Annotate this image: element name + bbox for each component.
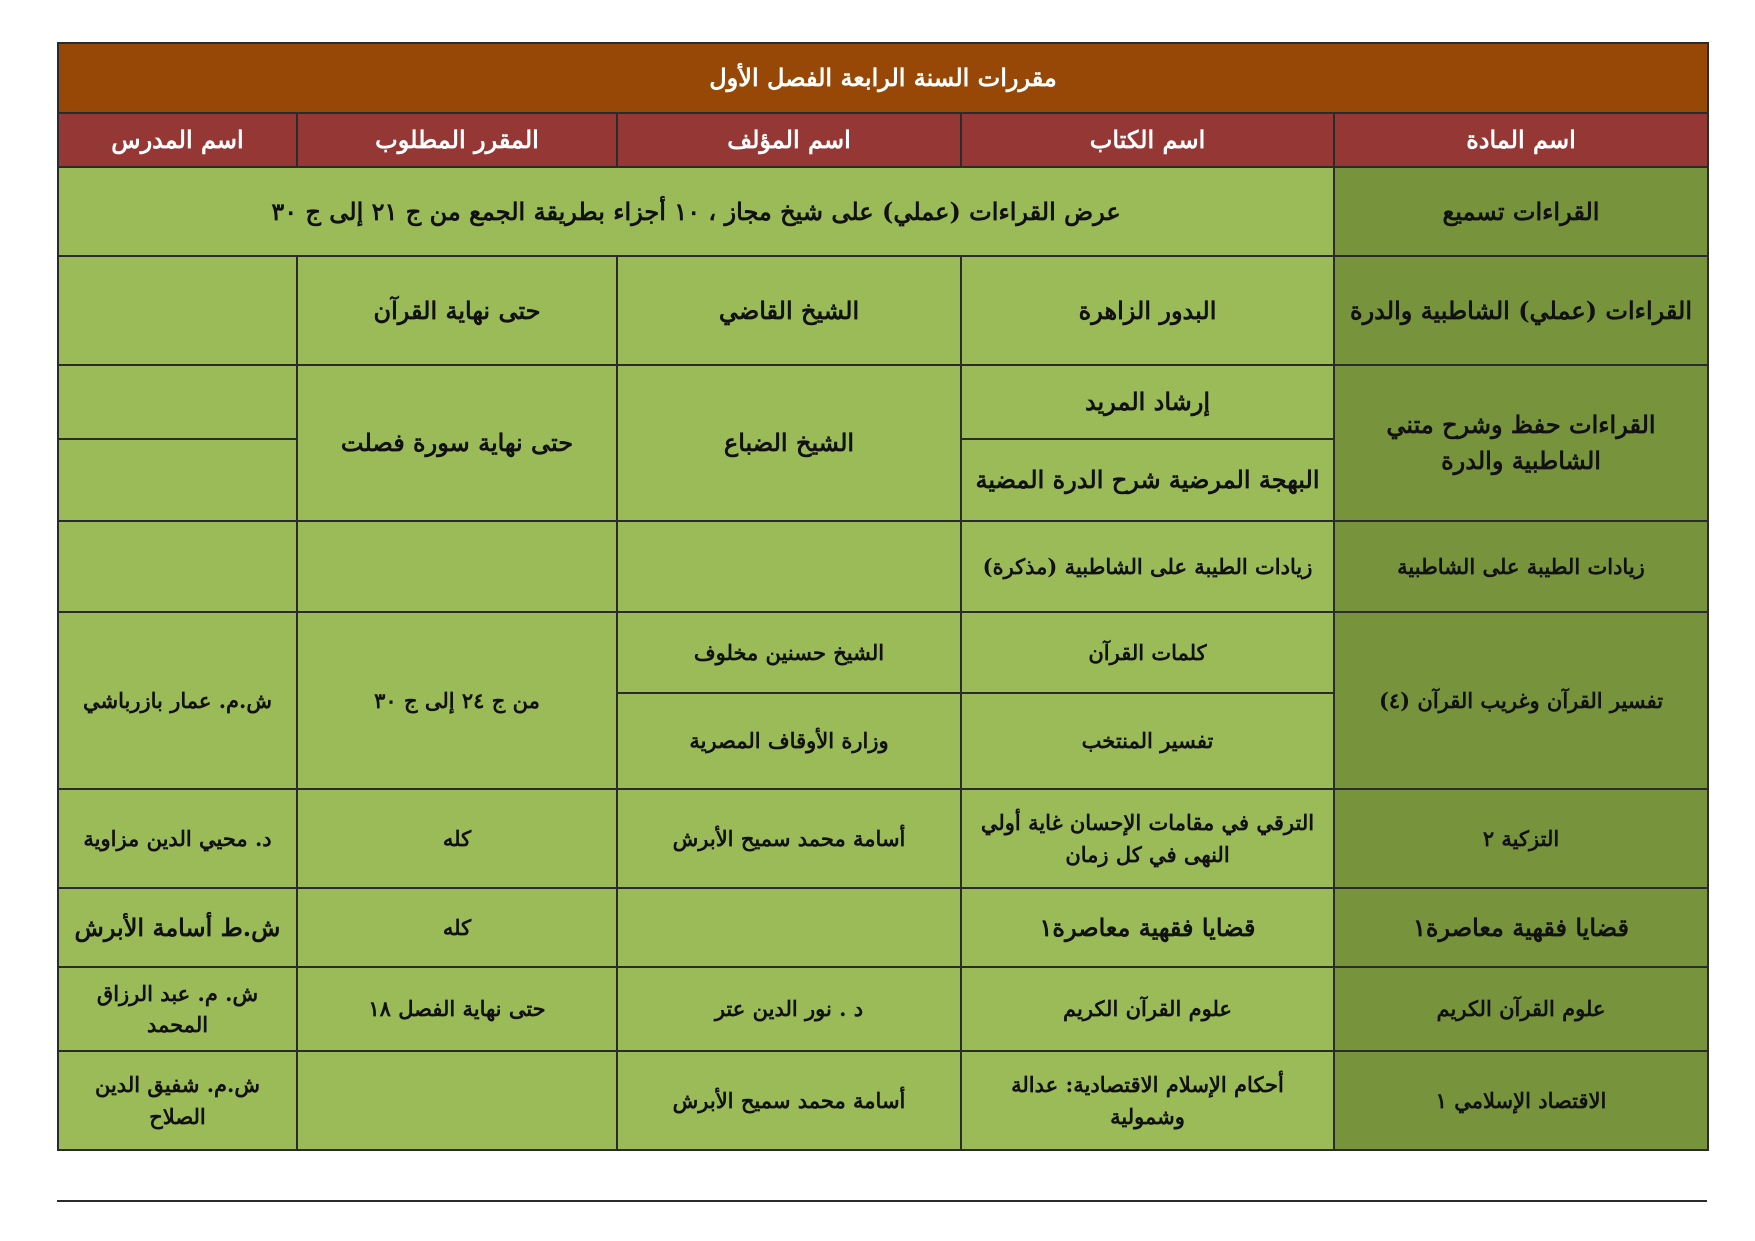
book-cell: كلمات القرآن bbox=[961, 612, 1334, 693]
book-cell: البدور الزاهرة bbox=[961, 256, 1334, 365]
book-cell: إرشاد المريد bbox=[961, 365, 1334, 439]
header-book: اسم الكتاب bbox=[961, 113, 1334, 167]
header-required: المقرر المطلوب bbox=[297, 113, 617, 167]
teacher-cell bbox=[58, 439, 297, 521]
header-subject: اسم المادة bbox=[1334, 113, 1708, 167]
required-cell: كله bbox=[297, 789, 617, 888]
table-row bbox=[58, 789, 1708, 888]
teacher-cell: ش.م. شفيق الدين الصلاح bbox=[58, 1051, 297, 1150]
title-row bbox=[58, 43, 1708, 113]
table-title: مقررات السنة الرابعة الفصل الأول bbox=[58, 43, 1708, 113]
table-row bbox=[58, 256, 1708, 365]
required-cell bbox=[297, 521, 617, 612]
table-row bbox=[58, 167, 1708, 256]
book-cell: قضايا فقهية معاصرة١ bbox=[961, 888, 1334, 967]
subject-cell: علوم القرآن الكريم bbox=[1334, 967, 1708, 1051]
author-cell: وزارة الأوقاف المصرية bbox=[617, 693, 961, 789]
table-row bbox=[58, 612, 1708, 693]
header-teacher: اسم المدرس bbox=[58, 113, 297, 167]
table-row bbox=[58, 1051, 1708, 1150]
teacher-cell: د. محيي الدين مزاوية bbox=[58, 789, 297, 888]
author-cell bbox=[617, 521, 961, 612]
subject-cell: الاقتصاد الإسلامي ١ bbox=[1334, 1051, 1708, 1150]
author-cell: الشيخ القاضي bbox=[617, 256, 961, 365]
book-cell: علوم القرآن الكريم bbox=[961, 967, 1334, 1051]
header-row bbox=[58, 113, 1708, 167]
teacher-cell: ش. م. عبد الرزاق المحمد bbox=[58, 967, 297, 1051]
author-cell: أسامة محمد سميح الأبرش bbox=[617, 1051, 961, 1150]
author-cell: الشيخ الضباع bbox=[617, 365, 961, 521]
author-cell: د . نور الدين عتر bbox=[617, 967, 961, 1051]
curriculum-table bbox=[57, 42, 1709, 1151]
required-cell: حتى نهاية القرآن bbox=[297, 256, 617, 365]
table-row bbox=[58, 521, 1708, 612]
subject-cell: القراءات تسميع bbox=[1334, 167, 1708, 256]
book-cell: زيادات الطيبة على الشاطبية (مذكرة) bbox=[961, 521, 1334, 612]
teacher-cell bbox=[58, 256, 297, 365]
book-cell: الترقي في مقامات الإحسان غاية أولي النهى في كل زمان bbox=[961, 789, 1334, 888]
table-row bbox=[58, 888, 1708, 967]
header-author: اسم المؤلف bbox=[617, 113, 961, 167]
book-cell: أحكام الإسلام الاقتصادية: عدالة وشمولية bbox=[961, 1051, 1334, 1150]
teacher-cell bbox=[58, 521, 297, 612]
subject-cell: القراءات (عملي) الشاطبية والدرة bbox=[1334, 256, 1708, 365]
teacher-cell bbox=[58, 365, 297, 439]
required-cell: حتى نهاية الفصل ١٨ bbox=[297, 967, 617, 1051]
footer-rule bbox=[57, 1200, 1707, 1202]
required-cell: كله bbox=[297, 888, 617, 967]
required-cell: حتى نهاية سورة فصلت bbox=[297, 365, 617, 521]
subject-cell: التزكية ٢ bbox=[1334, 789, 1708, 888]
teacher-cell: ش.م. عمار بازرباشي bbox=[58, 612, 297, 789]
author-cell: أسامة محمد سميح الأبرش bbox=[617, 789, 961, 888]
subject-cell: قضايا فقهية معاصرة١ bbox=[1334, 888, 1708, 967]
subject-cell: القراءات حفظ وشرح متني الشاطبية والدرة bbox=[1334, 365, 1708, 521]
subject-cell: زيادات الطيبة على الشاطبية bbox=[1334, 521, 1708, 612]
table-row bbox=[58, 365, 1708, 439]
required-cell bbox=[297, 1051, 617, 1150]
author-cell: الشيخ حسنين مخلوف bbox=[617, 612, 961, 693]
book-cell: البهجة المرضية شرح الدرة المضية bbox=[961, 439, 1334, 521]
book-cell: تفسير المنتخب bbox=[961, 693, 1334, 789]
teacher-cell: ش.ط أسامة الأبرش bbox=[58, 888, 297, 967]
subject-cell: تفسير القرآن وغريب القرآن (٤) bbox=[1334, 612, 1708, 789]
table-row bbox=[58, 967, 1708, 1051]
merged-description-cell: عرض القراءات (عملي) على شيخ مجاز ، ١٠ أجزاء بطريقة الجمع من ج ٢١ إلى ج ٣٠ bbox=[58, 167, 1334, 256]
author-cell bbox=[617, 888, 961, 967]
required-cell: من ج ٢٤ إلى ج ٣٠ bbox=[297, 612, 617, 789]
